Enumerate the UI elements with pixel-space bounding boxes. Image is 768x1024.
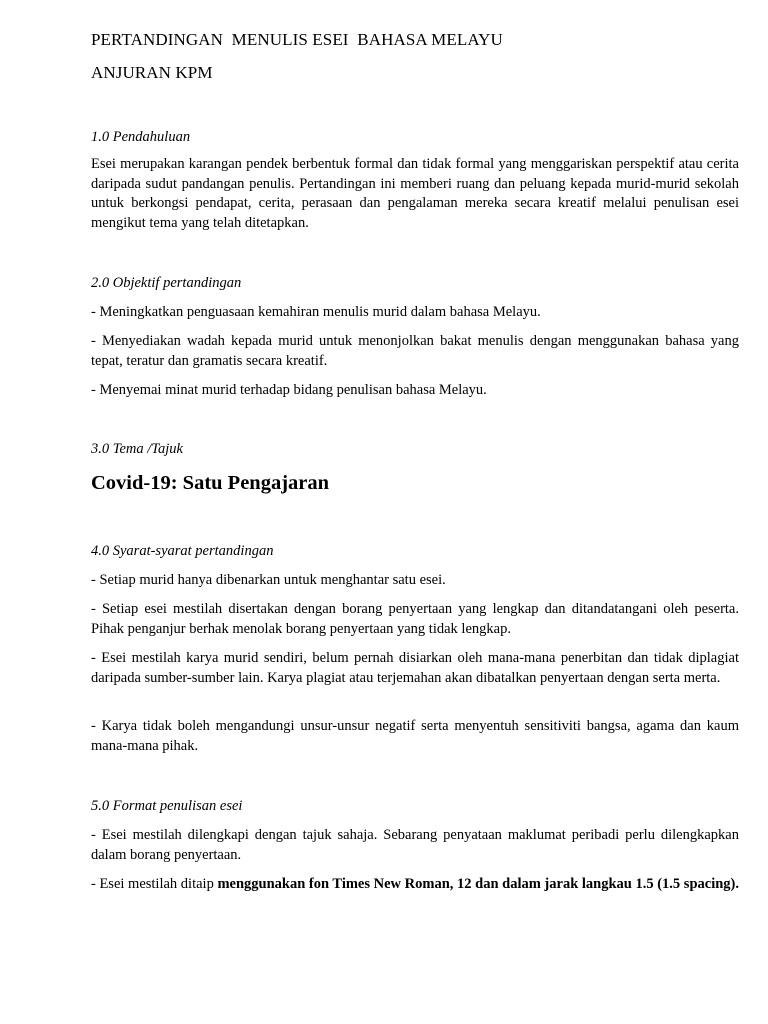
condition-item-3: - Esei mestilah karya murid sendiri, belum pernah disiarkan oleh mana-mana penerbitan dan tidak diplagiat daripada sumber-sumber lain. Karya plagiat atau terjemahan akan dibatalkan penyertaan dengan serta merta. <box>91 650 739 686</box>
section-heading-theme: 3.0 Tema /Tajuk <box>91 441 183 457</box>
section-heading-conditions: 4.0 Syarat-syarat pertandingan <box>91 543 274 559</box>
section-heading-objectives: 2.0 Objektif pertandingan <box>91 275 242 291</box>
document-title-line-2: ANJURAN KPM <box>91 63 213 82</box>
format-item-1: - Esei mestilah dilengkapi dengan tajuk sahaja. Sebarang penyataan maklumat peribadi perlu dilengkapkan dalam borang penyertaan. <box>91 827 739 863</box>
theme-title: Covid-19: Satu Pengajaran <box>91 472 330 494</box>
objective-item-2: - Menyediakan wadah kepada murid untuk menonjolkan bakat menulis dengan menggunakan bahasa yang tepat, teratur dan gramatis secara kreatif. <box>91 333 739 369</box>
section-heading-intro: 1.0 Pendahuluan <box>91 129 191 145</box>
condition-item-4: - Karya tidak boleh mengandungi unsur-unsur negatif serta menyentuh sensitiviti bangsa, agama dan kaum mana-mana pihak. <box>91 718 739 754</box>
objective-item-3: - Menyemai minat murid terhadap bidang penulisan bahasa Melayu. <box>91 382 487 398</box>
objective-item-1: - Meningkatkan penguasaan kemahiran menulis murid dalam bahasa Melayu. <box>91 304 541 320</box>
section-heading-format: 5.0 Format penulisan esei <box>91 798 243 814</box>
document-title-line-1: PERTANDINGAN MENULIS ESEI BAHASA MELAYU <box>91 30 503 49</box>
format-item-2-bold: menggunakan fon Times New Roman, 12 dan dalam jarak langkau 1.5 (1.5 spacing). <box>217 876 739 892</box>
intro-paragraph: Esei merupakan karangan pendek berbentuk formal dan tidak formal yang menggariskan perspektif atau cerita daripada sudut pandangan penulis. Pertandingan ini memberi ruang dan peluang kepada murid-murid sekolah untuk berkongsi pendapat, cerita, perasaan dan pengalaman mereka secara kreatif melalui penulisan esei mengikut tema yang telah ditetapkan. <box>91 156 739 231</box>
format-item-2-prefix: - Esei mestilah ditaip <box>91 876 218 892</box>
condition-item-1: - Setiap murid hanya dibenarkan untuk menghantar satu esei. <box>91 572 446 588</box>
format-item-2 <box>91 875 739 895</box>
condition-item-2: - Setiap esei mestilah disertakan dengan borang penyertaan yang lengkap dan ditandatangani oleh peserta. Pihak penganjur berhak menolak borang penyertaan yang tidak lengkap. <box>91 601 739 637</box>
